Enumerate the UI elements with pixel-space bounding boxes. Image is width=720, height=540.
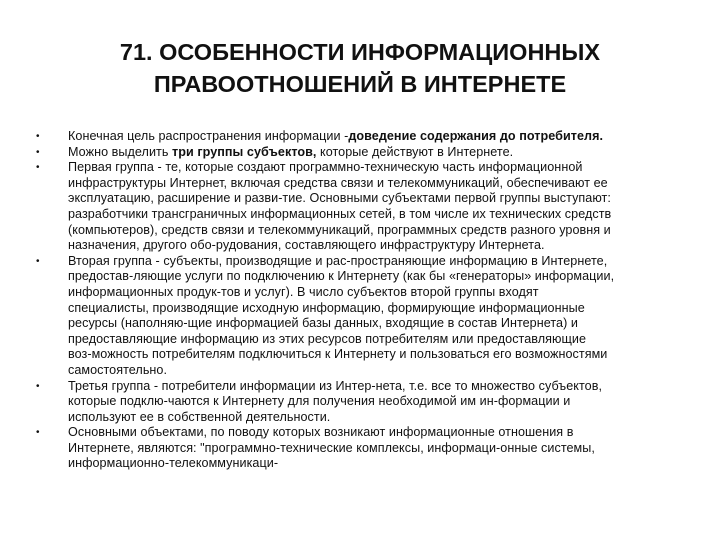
bullet-text-line: используют ее в собственной деятельности. xyxy=(68,409,331,424)
bullet-text-line: • Первая группа - те, которые создают программно-техническую часть информационной xyxy=(68,160,583,175)
bullet-item-third-group xyxy=(36,379,672,426)
bullet-bold-text: доведение содержания до потребителя. xyxy=(348,129,604,143)
bullet-text-line: информационно-телекоммуникаци- xyxy=(68,456,279,471)
bullet-text-line: • Вторая группа - субъекты, производящие и рас-пространяющие информацию в Интернете, xyxy=(68,253,608,268)
slide-title-line-1: 71. ОСОБЕННОСТИ ИНФОРМАЦИОННЫХ xyxy=(119,39,601,65)
bullet-text: которые действуют в Интернете. xyxy=(316,144,514,159)
bullet-text: Конечная цель распространения информации - xyxy=(68,129,349,143)
bullet-list xyxy=(36,129,672,472)
bullet-item-groups xyxy=(36,145,672,161)
bullet-text-line: воз-можность потребителям подключиться к Интернету и пользоваться его возможностями xyxy=(68,347,608,362)
bullet-bold-text: три группы субъектов, xyxy=(172,144,317,159)
bullet-text-line: информационных продук-тов и услуг). В число субъектов второй группы входят xyxy=(68,284,539,299)
bullet-text-line: предоставляющие информацию из этих ресурсов потребителям или предоставляющие xyxy=(68,331,587,346)
bullet-text-line: разработчики трансграничных информационных сетей, в том числе их технических средств xyxy=(68,206,612,221)
bullet-text-line xyxy=(68,145,672,161)
bullet-item-first-group xyxy=(36,160,672,254)
bullet-item-objects xyxy=(36,425,672,472)
bullet-text-line: (компьютеров), средств связи и телекоммуникаций, программных средств разного уровня и xyxy=(68,222,611,237)
bullet-item-second-group xyxy=(36,254,672,379)
bullet-text-line: эксплуатацию, расширение и разви-тие. Основными субъектами первой группы выступают: xyxy=(68,191,611,206)
bullet-text: Можно выделить xyxy=(68,144,173,159)
bullet-text-line: самостоятельно. xyxy=(68,362,168,377)
bullet-text-line: Интернете, являются: "программно-технические комплексы, информаци-онные системы, xyxy=(68,440,595,455)
bullet-text-line: ресурсы (наполняю-щие информацией базы данных, входящие в состав Интернета) и xyxy=(68,316,578,331)
bullet-text-line: • Основными объектами, по поводу которых возникают информационные отношения в xyxy=(68,425,574,440)
bullet-text-line: предостав-ляющие услуги по подключению к Интернету (как бы «генераторы» информации, xyxy=(68,269,615,284)
bullet-text-line xyxy=(68,129,672,145)
bullet-item-goal xyxy=(36,129,672,145)
bullet-text-line: инфраструктуры Интернет, включая средства связи и телекоммуникаций, обеспечивают ее xyxy=(68,175,608,190)
bullet-text-line: назначения, другого обо-рудования, составляющего инфраструктуру Интернета. xyxy=(68,238,545,253)
bullet-text-line: которые подклю-чаются к Интернету для получения необходимой им ин-формации и xyxy=(68,394,571,409)
slide-title xyxy=(60,36,660,100)
bullet-text-line: специалисты, производящие исходную информацию, формирующие информационные xyxy=(68,300,585,315)
slide-title-line-2: ПРАВООТНОШЕНИЙ В ИНТЕРНЕТЕ xyxy=(153,71,567,97)
bullet-text-line: • Третья группа - потребители информации из Интер-нета, т.е. все то множество субъектов, xyxy=(68,378,602,393)
